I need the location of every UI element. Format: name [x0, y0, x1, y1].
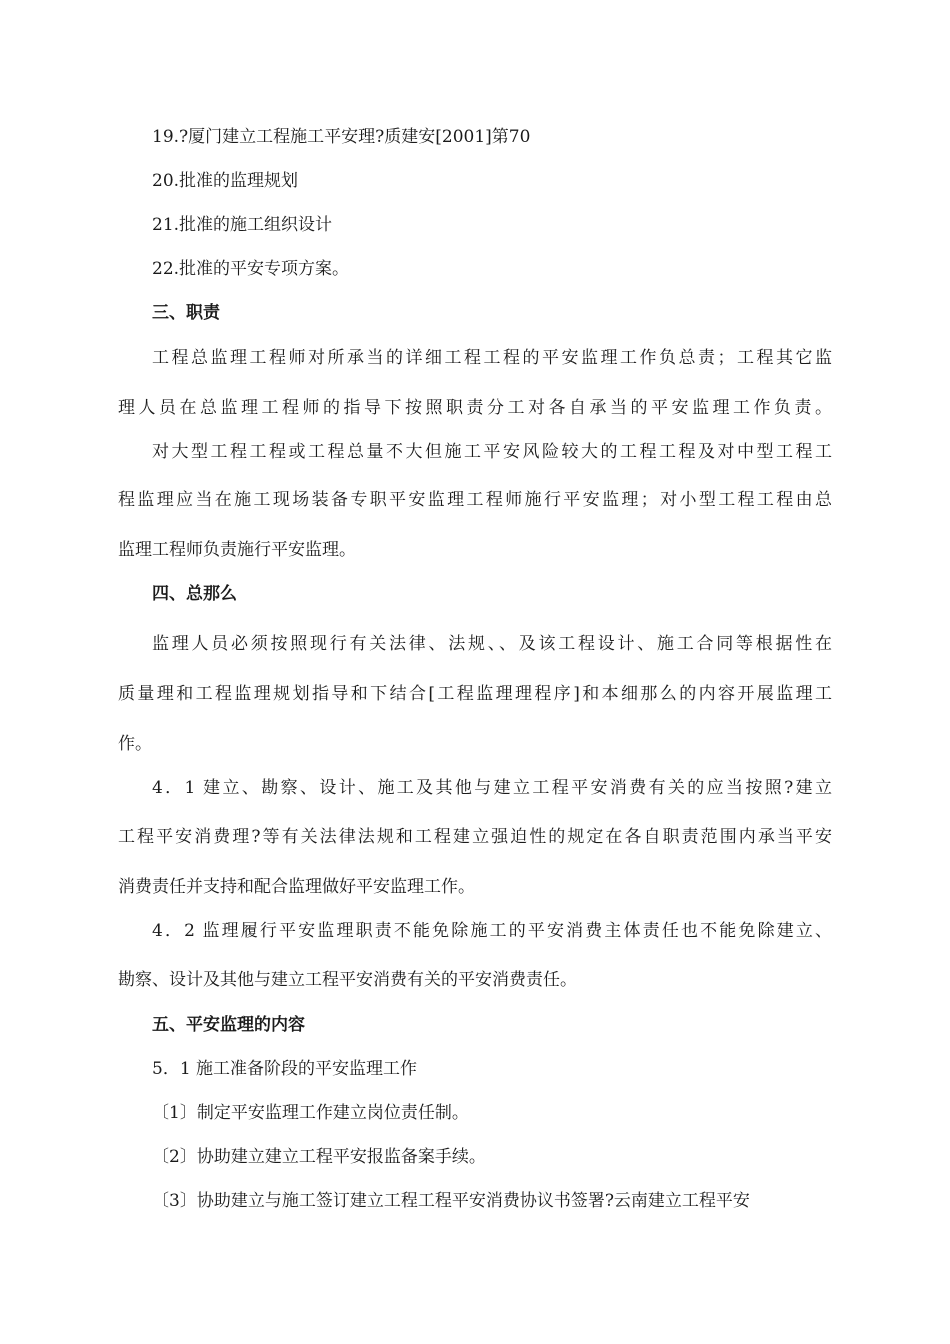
section-heading-content: 五、平安监理的内容: [152, 1015, 305, 1035]
subsection-heading: 5．1 施工准备阶段的平安监理工作: [152, 1059, 418, 1079]
list-item: 〔2〕协助建立建立工程平安报监备案手续。: [152, 1147, 486, 1167]
paragraph-line: 程监理应当在施工现场装备专职平安监理工程师施行平安监理；对小型工程工程由总: [118, 490, 832, 510]
section-heading-general: 四、总那么: [152, 584, 237, 604]
paragraph-line: 勘察、设计及其他与建立工程平安消费有关的平安消费责任。: [118, 970, 577, 990]
paragraph-line: 质量理和工程监理规划指导和下结合[工程监理理程序]和本细那么的内容开展监理工: [118, 684, 832, 704]
list-item-22: 22.批准的平安专项方案。: [152, 259, 350, 279]
list-item-21: 21.批准的施工组织设计: [152, 215, 333, 235]
paragraph-line: 工程平安消费理?等有关法律法规和工程建立强迫性的规定在各自职责范围内承当平安: [118, 827, 832, 847]
paragraph-line: 工程总监理工程师对所承当的详细工程工程的平安监理工作负总责；工程其它监: [152, 348, 832, 368]
paragraph-line: 4．1 建立、勘察、设计、施工及其他与建立工程平安消费有关的应当按照?建立: [152, 778, 832, 798]
paragraph-line: 监理人员必须按照现行有关法律、法规、、及该工程设计、施工合同等根据性在: [152, 634, 832, 654]
paragraph-line: 监理工程师负责施行平安监理。: [118, 540, 356, 560]
list-item: 〔1〕制定平安监理工作建立岗位责任制。: [152, 1103, 469, 1123]
paragraph-line: 理人员在总监理工程师的指导下按照职责分工对各自承当的平安监理工作负责。: [118, 398, 832, 418]
paragraph-line: 对大型工程工程或工程总量不大但施工平安风险较大的工程工程及对中型工程工: [152, 442, 832, 462]
section-heading-responsibilities: 三、职责: [152, 303, 220, 323]
paragraph-line: 作。: [118, 734, 152, 754]
list-item: 〔3〕协助建立与施工签订建立工程工程平安消费协议书签署?云南建立工程平安: [152, 1191, 750, 1211]
paragraph-line: 4．2 监理履行平安监理职责不能免除施工的平安消费主体责任也不能免除建立、: [152, 921, 832, 941]
list-item-20: 20.批准的监理规划: [152, 171, 299, 191]
paragraph-line: 消费责任并支持和配合监理做好平安监理工作。: [118, 877, 475, 897]
list-item-19: 19.?厦门建立工程施工平安理?质建安[2001]第70: [152, 127, 531, 147]
